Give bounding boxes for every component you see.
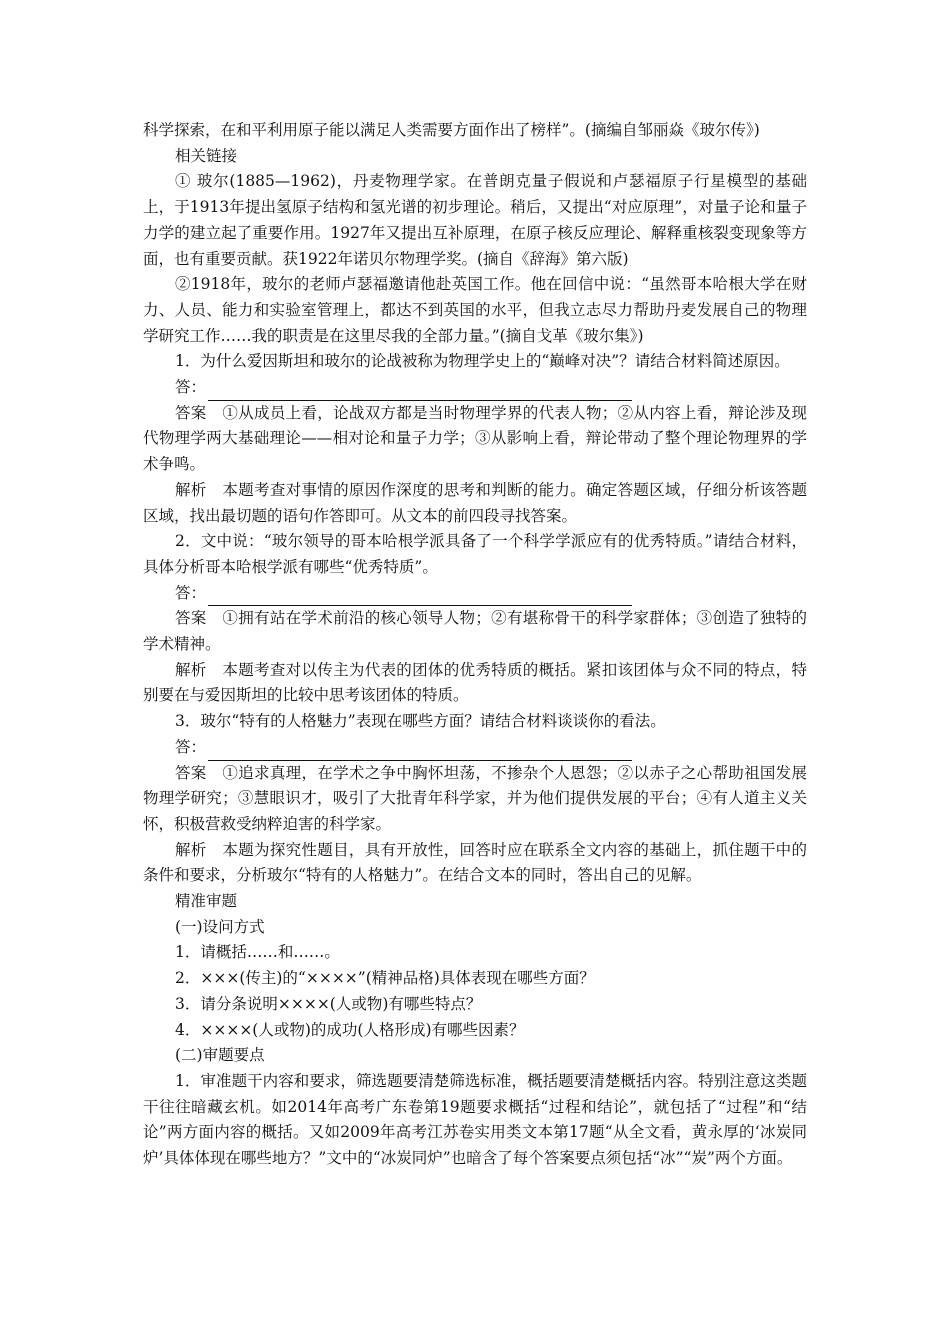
paragraph: 精准审题 [175, 892, 238, 911]
answer-label: 答： [175, 378, 207, 397]
paragraph: ②1918年，玻尔的老师卢瑟福邀请他赴英国工作。他在回信中说：“虽然哥本哈根大学在财力、人员、能力和实验室管理上，都达不到英国的水平，但我立志尽力帮助丹麦发展自己的物理学研究工作……我的职责是在这里尽我的全部力量。”(摘自戈革《玻尔集》) [143, 275, 807, 345]
paragraph: 解析 本题考查对以传主为代表的团体的优秀特质的概括。紧扣该团体与众不同的特点，特别要在与爱因斯坦的比较中思考该团体的特质。 [143, 660, 807, 705]
paragraph: 科学探索，在和平利用原子能以满足人类需要方面作出了榜样”。(摘编自邹丽焱《玻尔传》) [143, 121, 760, 139]
answer-line [143, 735, 807, 761]
answer-label: 答： [175, 737, 207, 756]
paragraph: 4．××××(人或物)的成功(人格形成)有哪些因素？ [175, 1020, 525, 1039]
document-page [143, 118, 807, 1172]
paragraph: 答案 ①从成员上看，论战双方都是当时物理学界的代表人物；②从内容上看，辩论涉及现代物理学两大基础理论——相对论和量子力学；③从影响上看，辩论带动了整个理论物理界的学术争鸣。 [143, 403, 807, 474]
paragraph: 1．为什么爱因斯坦和玻尔的论战被称为物理学史上的“巅峰对决”？请结合材料简述原因。 [175, 352, 790, 371]
paragraph: (一)设问方式 [175, 917, 265, 936]
answer-blank[interactable] [208, 587, 632, 606]
paragraph: 1．请概括……和……。 [175, 943, 340, 962]
answer-line [143, 375, 807, 401]
paragraph: 答案 ①拥有站在学术前沿的核心领导人物；②有堪称骨干的科学家群体；③创造了独特的学术精神。 [143, 609, 807, 654]
answer-blank[interactable] [208, 742, 632, 761]
paragraph: 答案 ①追求真理，在学术之争中胸怀坦荡，不掺杂个人恩怨；②以赤子之心帮助祖国发展物理学研究；③慧眼识才，吸引了大批青年科学家，并为他们提供发展的平台；④有人道主义关怀，积极营救受纳粹迫害的科学家。 [143, 763, 807, 833]
answer-line [143, 581, 807, 607]
paragraph: 解析 本题考查对事情的原因作深度的思考和判断的能力。确定答题区域，仔细分析该答题区域，找出最切题的语句作答即可。从文本的前四段寻找答案。 [143, 480, 807, 525]
paragraph: ① 玻尔(1885—1962)，丹麦物理学家。在普朗克量子假说和卢瑟福原子行星模型的基础上，于1913年提出氢原子结构和氢光谱的初步理论。稍后，又提出“对应原理”，对量子论和量子力学的建立起了重要作用。1927年又提出互补原理，在原子核反应理论、解释重核裂变现象等方面，也有重要贡献。获1922年诺贝尔物理学奖。(摘自《辞海》第六版) [143, 172, 807, 268]
paragraph: 解析 本题为探究性题目，具有开放性，回答时应在联系全文内容的基础上，抓住题干中的条件和要求，分析玻尔“特有的人格魅力”。在结合文本的同时，答出自己的见解。 [143, 840, 807, 885]
answer-label: 答： [175, 583, 207, 602]
paragraph: 2．文中说：“玻尔领导的哥本哈根学派具备了一个科学学派应有的优秀特质。”请结合材料，具体分析哥本哈根学派有哪些“优秀特质”。 [143, 532, 807, 576]
answer-blank[interactable] [208, 382, 632, 401]
paragraph: (二)审题要点 [175, 1046, 265, 1065]
paragraph: 2．×××(传主)的“××××”(精神品格)具体表现在哪些方面？ [175, 969, 595, 988]
paragraph: 相关链接 [175, 146, 238, 165]
paragraph: 3．请分条说明××××(人或物)有哪些特点？ [175, 994, 482, 1013]
paragraph: 1．审准题干内容和要求，筛选题要清楚筛选标准，概括题要清楚概括内容。特别注意这类题干往往暗藏玄机。如2014年高考广东卷第19题要求概括“过程和结论”，就包括了“过程”和“结论”两方面内容的概括。又如2009年高考江苏卷实用类文本第17题“从全文看，黄永厚的‘冰炭同炉’具体体现在哪些地方？”文中的“冰炭同炉”也暗含了每个答案要点须包括“冰”“炭”两个方面。 [143, 1071, 807, 1168]
paragraph: 3．玻尔“特有的人格魅力”表现在哪些方面？请结合材料谈谈你的看法。 [175, 712, 666, 731]
